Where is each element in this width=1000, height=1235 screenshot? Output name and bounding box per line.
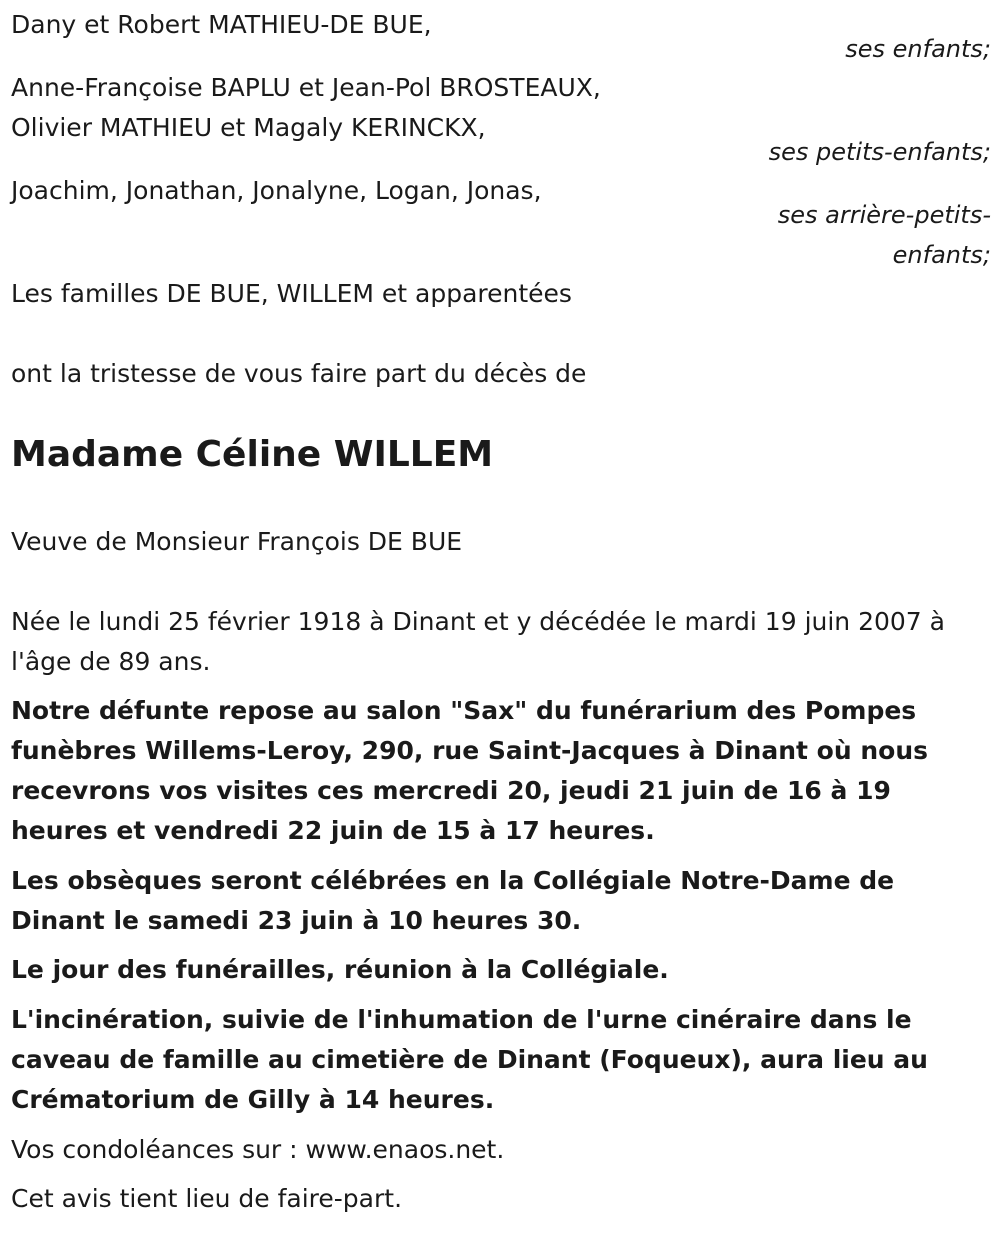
birth-death-paragraph: Née le lundi 25 février 1918 à Dinant et y décédée le mardi 19 juin 2007 à l'âge de 89 ans. — [11, 607, 945, 676]
funeral-paragraph: Les obsèques seront célébrées en la Collégiale Notre-Dame de Dinant le samedi 23 juin à 10 heures 30. — [11, 866, 895, 935]
great-grandchildren-role-1: ses arrière-petits- — [777, 201, 991, 229]
announcement-line: ont la tristesse de vous faire part du décès de — [11, 359, 587, 388]
grandchildren-line-1: Anne-Françoise BAPLU et Jean-Pol BROSTEAUX, — [11, 73, 601, 102]
notice-line: Cet avis tient lieu de faire-part. — [11, 1184, 403, 1213]
families-line: Les familles DE BUE, WILLEM et apparentées — [11, 279, 572, 308]
great-grandchildren-role-2: enfants; — [892, 241, 991, 269]
children-line: Dany et Robert MATHIEU-DE BUE, — [11, 10, 432, 39]
children-role: ses enfants; — [845, 35, 991, 63]
widow-of-line: Veuve de Monsieur François DE BUE — [11, 527, 463, 556]
cremation-paragraph: L'incinération, suivie de l'inhumation de l'urne cinéraire dans le caveau de famille au cimetière de Dinant (Foqueux), aura lieu au Crématorium de Gilly à 14 heures. — [11, 1005, 928, 1114]
visitation-paragraph: Notre défunte repose au salon "Sax" du funérarium des Pompes funèbres Willems-Leroy, 290, rue Saint-Jacques à Dinant où nous recevrons vos visites ces mercredi 20, jeudi 21 juin de 16 à 19 heures et vendredi 22 juin de 15 à 17 heures. — [11, 696, 928, 845]
great-grandchildren-line: Joachim, Jonathan, Jonalyne, Logan, Jonas, — [11, 176, 542, 205]
grandchildren-role: ses petits-enfants; — [768, 138, 991, 166]
grandchildren-line-2: Olivier MATHIEU et Magaly KERINCKX, — [11, 113, 486, 142]
meeting-paragraph: Le jour des funérailles, réunion à la Collégiale. — [11, 955, 669, 984]
deceased-name: Madame Céline WILLEM — [11, 434, 494, 475]
condolences-line: Vos condoléances sur : www.enaos.net. — [11, 1135, 505, 1164]
